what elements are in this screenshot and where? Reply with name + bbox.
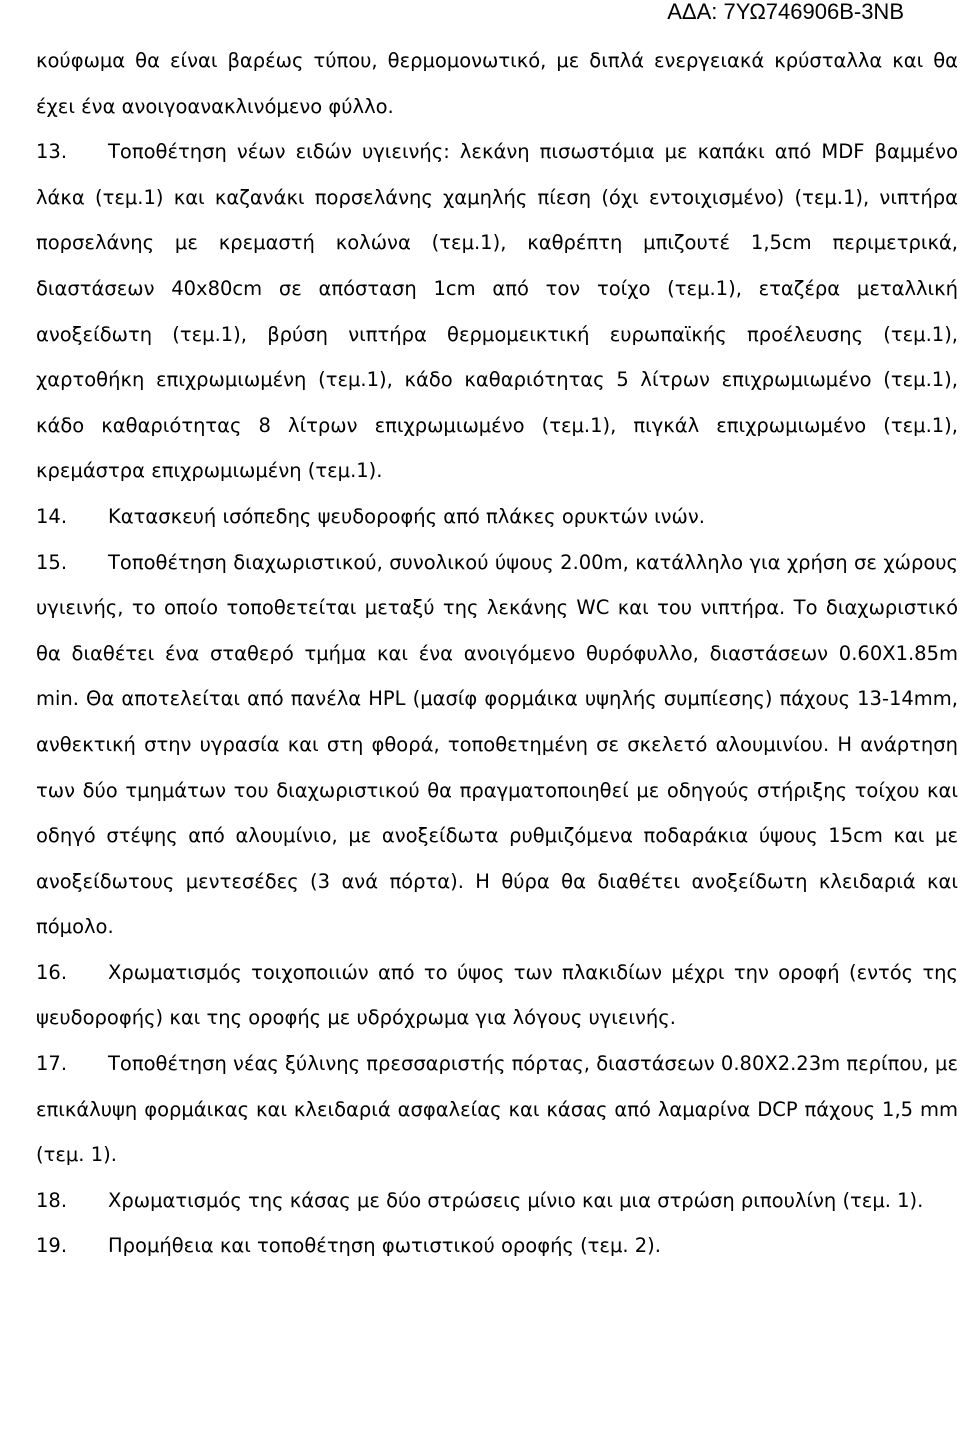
list-item-text: Προμήθεια και τοποθέτηση φωτιστικού οροφής (τεμ. 2). (108, 1234, 661, 1258)
list-item-18 (36, 1178, 958, 1224)
list-item-number: 18. (36, 1188, 68, 1212)
list-item-text: Τοποθέτηση νέων ειδών υγιεινής: λεκάνη πισωστόμια με καπάκι από MDF βαμμένο λάκα (τεμ.1) και καζανάκι πορσελάνης χαμηλής πίεση (όχι εντοιχισμένο) (τεμ.1), νιπτήρα πορσελάνης με κρεμαστή κολώνα (τεμ.1), καθρέπτη μπιζουτέ 1,5cm περιμετρικά, διαστάσεων 40x80cm σε απόσταση 1cm από τον τοίχο (τεμ.1), εταζέρα μεταλλική ανοξείδωτη (τεμ.1), βρύση νιπτήρα θερμομεικτική ευρωπαϊκής προέλευσης (τεμ.1), χαρτοθήκη επιχρωμιωμένη (τεμ.1), κάδο καθαριότητας 5 λίτρων επιχρωμιωμένο (τεμ.1), κάδο καθαριότητας 8 λίτρων επιχρωμιωμένο (τεμ.1), πιγκάλ επιχρωμιωμένο (τεμ.1), κρεμάστρα επιχρωμιωμένη (τεμ.1). (36, 140, 958, 483)
list-item-14 (36, 494, 958, 540)
list-item-text: Τοποθέτηση νέας ξύλινης πρεσσαριστής πόρτας, διαστάσεων 0.80X2.23m περίπου, με επικάλυψη φορμάικας και κλειδαριά ασφαλείας και κάσας από λαμαρίνα DCP πάχους 1,5 mm (τεμ. 1). (36, 1052, 958, 1167)
document-ada-code: ΑΔΑ: 7ΥΩ746906Β-3ΝΒ (667, 0, 904, 24)
list-item-number: 19. (36, 1234, 68, 1258)
list-item-text: Χρωματισμός της κάσας με δύο στρώσεις μίνιο και μια στρώση ριπουλίνη (τεμ. 1). (108, 1188, 924, 1212)
list-item-number: 16. (36, 960, 68, 984)
document-body (36, 38, 958, 1269)
list-item-text: Χρωματισμός τοιχοποιιών από το ύψος των πλακιδίων μέχρι την οροφή (εντός της ψευδοροφής) και της οροφής με υδρόχρωμα για λόγους υγιεινής. (36, 960, 958, 1030)
paragraph-text: κούφωμα θα είναι βαρέως τύπου, θερμομονωτικό, με διπλά ενεργειακά κρύσταλλα και θα έχει ένα ανοιγοανακλινόμενο φύλλο. (36, 49, 958, 118)
list-item-19 (36, 1223, 958, 1269)
list-item-number: 17. (36, 1052, 68, 1076)
list-item-number: 15. (36, 550, 68, 574)
list-item-text: Κατασκευή ισόπεδης ψευδοροφής από πλάκες ορυκτών ινών. (108, 504, 705, 528)
list-item-number: 13. (36, 140, 68, 164)
list-item-15 (36, 540, 958, 950)
list-item-17 (36, 1041, 958, 1178)
paragraph-continuation (36, 38, 958, 129)
list-item-16 (36, 950, 958, 1041)
list-item-text: Τοποθέτηση διαχωριστικού, συνολικού ύψους 2.00m, κατάλληλο για χρήση σε χώρους υγιεινής, το οποίο τοποθετείται μεταξύ της λεκάνης WC και του νιπτήρα. Το διαχωριστικό θα διαθέτει ένα σταθερό τμήμα και ένα ανοιγόμενο θυρόφυλλο, διαστάσεων 0.60X1.85m min. Θα αποτελείται από πανέλα HPL (μασίφ φορμάικα υψηλής συμπίεσης) πάχους 13-14mm, ανθεκτική στην υγρασία και στη φθορά, τοποθετημένη σε σκελετό αλουμινίου. Η ανάρτηση των δύο τμημάτων του διαχωριστικού θα πραγματοποιηθεί με οδηγούς στήριξης τοίχου και οδηγό στέψης από αλουμίνιο, με ανοξείδωτα ρυθμιζόμενα ποδαράκια ύψους 15cm και με ανοξείδωτους μεντεσέδες (3 ανά πόρτα). Η θύρα θα διαθέτει ανοξείδωτη κλειδαριά και πόμολο. (36, 550, 958, 939)
list-item-number: 14. (36, 504, 68, 528)
list-item-13 (36, 129, 958, 494)
